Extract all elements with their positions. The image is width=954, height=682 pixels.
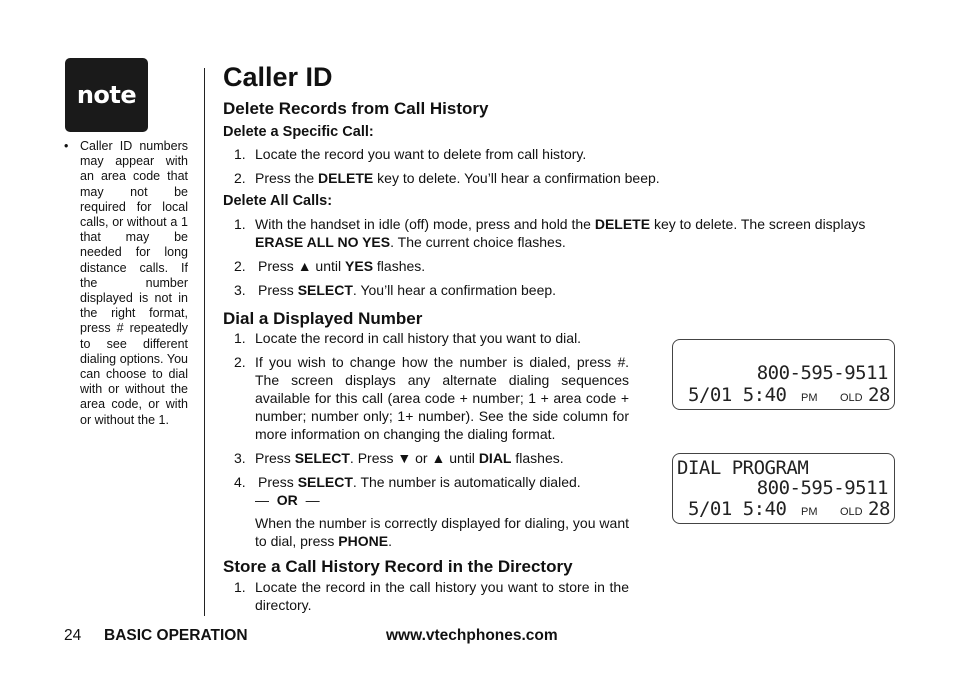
lcd-ampm: PM (801, 392, 818, 404)
heading-delete-all: Delete All Calls: (223, 193, 333, 209)
page-title: Caller ID (223, 62, 333, 92)
step-delete-all-1: 1. With the handset in idle (off) mode, press and hold the DELETE key to delete. The screen displays ERASE ALL NO YES. The current choice flashes. (234, 216, 866, 250)
key-phone: PHONE (338, 533, 389, 549)
footer-section: BASIC OPERATION (104, 627, 248, 644)
sidebar-note-text: Caller ID numbers may appear with an area code that may not be required for local calls, or without a 1 that may be needed for long distance calls. If the number displayed is not in the right format, press # repeatedly to see different dialing options. You can choose to dial with or without the area code, or with or without the 1. (80, 139, 188, 427)
step-delete-all-2: 2. Press ▲ until YES flashes. (234, 258, 426, 274)
heading-delete-specific: Delete a Specific Call: (223, 124, 374, 140)
sidebar-note (64, 139, 188, 428)
step-store-1: 1. Locate the record in the call history you want to store in the directory. (234, 579, 629, 613)
heading-dial-number: Dial a Displayed Number (223, 309, 423, 328)
bullet-icon: • (64, 139, 69, 153)
key-pound: # (617, 354, 626, 370)
lcd-datetime: 5/01 5:40 (688, 498, 787, 520)
lcd-old-label: OLD (840, 392, 863, 404)
lcd-ampm: PM (801, 506, 818, 518)
lcd-title: DIAL PROGRAM (677, 457, 809, 479)
note-label: note (76, 81, 137, 109)
column-divider (204, 68, 205, 616)
key-delete: DELETE (318, 170, 374, 186)
lcd-display-dial-program (672, 453, 895, 524)
step-dial-1: 1. Locate the record in call history that you want to dial. (234, 330, 582, 346)
lcd-count: 28 (868, 498, 890, 520)
down-arrow-icon: ▼ (397, 450, 412, 466)
step-delete-specific-2: 2. Press the DELETE key to delete. You’ll hear a confirmation beep. (234, 170, 660, 186)
up-arrow-icon: ▲ (297, 258, 312, 274)
lcd-count: 28 (868, 384, 890, 406)
heading-delete-records: Delete Records from Call History (223, 99, 489, 118)
step-delete-all-3: 3. Press SELECT. You’ll hear a confirmation beep. (234, 282, 557, 298)
heading-store-record: Store a Call History Record in the Directory (223, 557, 573, 576)
lcd-phone-number: 800-595-9511 (756, 477, 888, 499)
footer-website: www.vtechphones.com (386, 627, 558, 644)
dial-alternative: When the number is correctly displayed for dialing, you want to dial, press PHONE. (255, 515, 629, 549)
note-badge (65, 58, 148, 132)
lcd-display-caller-record (672, 339, 895, 410)
lcd-datetime: 5/01 5:40 (688, 384, 787, 406)
page-number: 24 (64, 627, 82, 644)
step-delete-specific-1: 1. Locate the record you want to delete from call history. (234, 146, 587, 162)
up-arrow-icon: ▲ (431, 450, 446, 466)
lcd-phone-number: 800-595-9511 (756, 362, 888, 384)
screen-text-erase-all: ERASE ALL NO YES (255, 234, 391, 250)
step-dial-2: 2. If you wish to change how the number is dialed, press #. The screen displays any alternate dialing sequences available for this call (area code + number; 1 + area code + number; number only; 1+ number). See the side column for more information on changing the dialing format. (234, 354, 629, 442)
or-divider: — OR — (255, 492, 320, 508)
lcd-old-label: OLD (840, 506, 863, 518)
step-dial-4: 4. Press SELECT. The number is automatically dialed. (234, 474, 581, 490)
step-dial-3: 3. Press SELECT. Press ▼ or ▲ until DIAL flashes. (234, 450, 564, 466)
